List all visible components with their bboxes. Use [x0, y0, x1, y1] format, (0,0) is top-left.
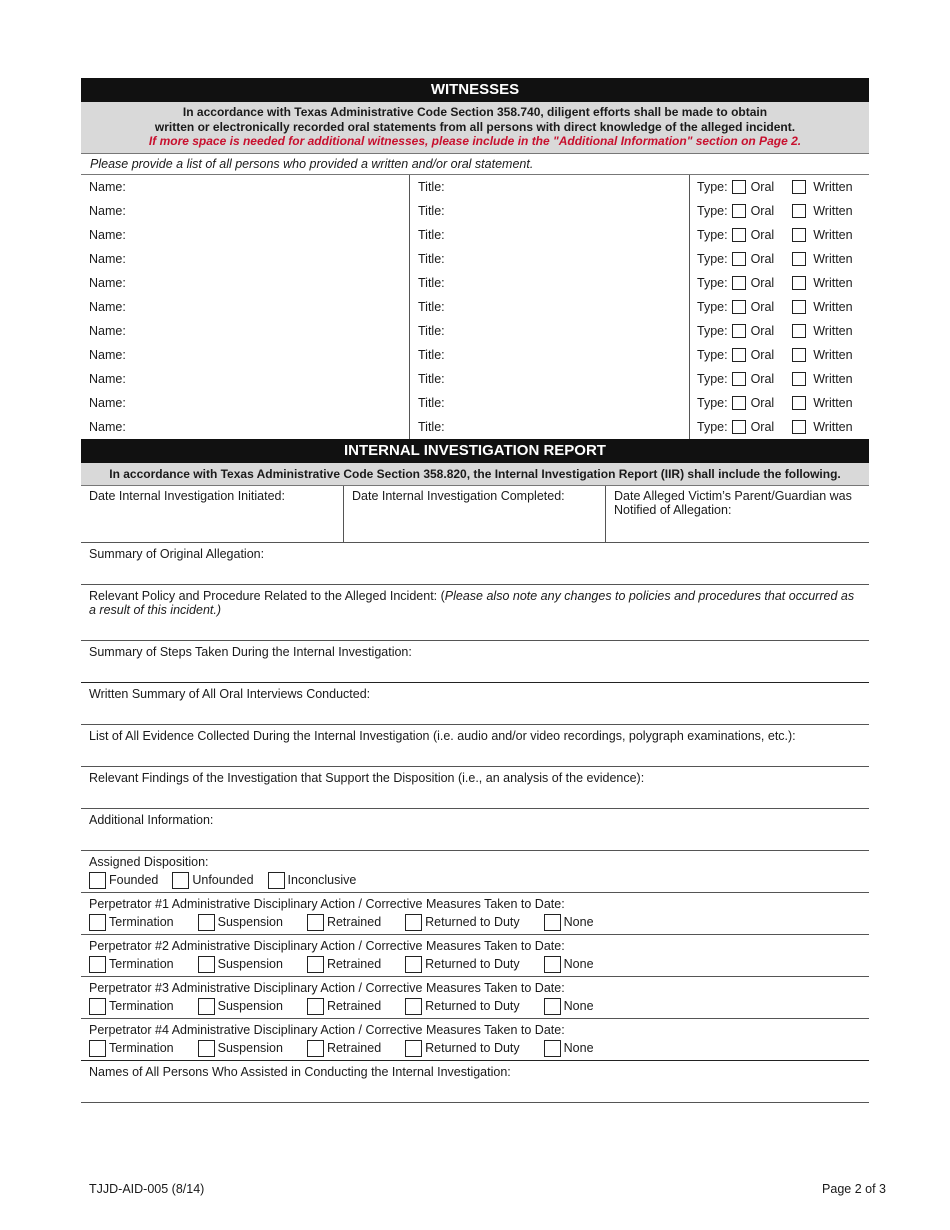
witness-row: [81, 175, 869, 199]
written-checkbox[interactable]: [792, 276, 806, 290]
action-option[interactable]: [307, 1040, 381, 1057]
witness-name-field[interactable]: Name:: [81, 367, 410, 391]
written-label: Written: [813, 323, 853, 338]
disposition-options: [89, 872, 861, 889]
action-option[interactable]: [405, 956, 520, 973]
witness-name-field[interactable]: Name:: [81, 391, 410, 415]
type-label: Type:: [697, 275, 728, 290]
policy-note: Please also note any changes to policies and procedures that occurred as a result of this incident.): [89, 588, 855, 617]
witness-name-field[interactable]: Name:: [81, 199, 410, 223]
witness-row: [81, 271, 869, 295]
oral-label: Oral: [750, 179, 775, 194]
action-options: [89, 998, 861, 1015]
action-option-label: None: [563, 1041, 594, 1055]
action-options: [89, 1040, 861, 1057]
written-label: Written: [813, 347, 853, 362]
disposition-label: Assigned Disposition:: [89, 854, 209, 869]
date-notified-field[interactable]: Date Alleged Victim’s Parent/Guardian was Notified of Allegation:: [614, 488, 852, 517]
perpetrator-label: Perpetrator #3 Administrative Disciplinary Action / Corrective Measures Taken to Date:: [89, 980, 565, 995]
written-label: Written: [813, 203, 853, 218]
action-option[interactable]: [544, 956, 594, 973]
action-checkbox[interactable]: [307, 998, 324, 1015]
action-option[interactable]: [544, 1040, 594, 1057]
witness-name-field[interactable]: Name:: [81, 271, 410, 295]
disposition-option[interactable]: [89, 872, 158, 889]
action-option-label: None: [563, 999, 594, 1013]
perpetrator-label: Perpetrator #4 Administrative Disciplinary Action / Corrective Measures Taken to Date:: [89, 1022, 565, 1037]
findings-field[interactable]: Relevant Findings of the Investigation that Support the Disposition (i.e., an analysis of the evidence):: [81, 767, 869, 809]
perpetrator-section: [81, 977, 869, 1019]
written-checkbox[interactable]: [792, 396, 806, 410]
action-option[interactable]: [89, 914, 174, 931]
action-checkbox[interactable]: [544, 1040, 561, 1057]
witness-title-field[interactable]: Title:: [410, 271, 690, 295]
witness-name-field[interactable]: Name:: [81, 343, 410, 367]
written-label: Written: [813, 299, 853, 314]
iir-header: INTERNAL INVESTIGATION REPORT: [81, 439, 869, 463]
action-option-label: Returned to Duty: [425, 957, 520, 971]
oral-checkbox[interactable]: [732, 228, 746, 242]
oral-checkbox[interactable]: [732, 252, 746, 266]
action-option[interactable]: [307, 914, 381, 931]
oral-label: Oral: [750, 251, 775, 266]
type-label: Type:: [697, 419, 728, 434]
oral-label: Oral: [750, 323, 775, 338]
witness-row: [81, 343, 869, 367]
witness-name-field[interactable]: Name:: [81, 175, 410, 199]
disposition-option[interactable]: [172, 872, 253, 889]
witness-row: [81, 295, 869, 319]
action-option-label: Returned to Duty: [425, 999, 520, 1013]
disposition-checkbox[interactable]: [172, 872, 189, 889]
action-option[interactable]: [405, 914, 520, 931]
action-checkbox[interactable]: [198, 1040, 215, 1057]
action-option[interactable]: [544, 998, 594, 1015]
action-option-label: Retrained: [326, 1041, 382, 1055]
perpetrator-label: Perpetrator #1 Administrative Disciplinary Action / Corrective Measures Taken to Date:: [89, 896, 565, 911]
action-checkbox[interactable]: [89, 914, 106, 931]
written-checkbox[interactable]: [792, 372, 806, 386]
action-checkbox[interactable]: [89, 998, 106, 1015]
witness-row: [81, 391, 869, 415]
assisted-field[interactable]: Names of All Persons Who Assisted in Conducting the Internal Investigation:: [81, 1061, 869, 1103]
action-checkbox[interactable]: [307, 956, 324, 973]
witnesses-note: [81, 102, 869, 154]
written-checkbox[interactable]: [792, 204, 806, 218]
date-initiated-field[interactable]: Date Internal Investigation Initiated:: [81, 486, 344, 542]
witness-type: [690, 223, 869, 247]
witness-row: [81, 415, 869, 439]
oral-label: Oral: [750, 419, 775, 434]
action-option-label: Returned to Duty: [425, 1041, 520, 1055]
written-checkbox[interactable]: [792, 348, 806, 362]
oral-label: Oral: [750, 275, 775, 290]
action-option-label: Retrained: [326, 915, 382, 929]
witness-type: [690, 391, 869, 415]
disposition-option-label: Founded: [109, 873, 159, 887]
form-id: TJJD-AID-005 (8/14): [89, 1182, 205, 1196]
action-option-label: Suspension: [217, 1041, 283, 1055]
witness-title-field[interactable]: Title:: [410, 247, 690, 271]
iir-dates: [81, 486, 869, 543]
perpetrator-section: [81, 1019, 869, 1061]
action-option-label: Suspension: [217, 999, 283, 1013]
witness-title-field[interactable]: Title:: [410, 175, 690, 199]
action-checkbox[interactable]: [405, 1040, 422, 1057]
witness-title-field[interactable]: Title:: [410, 391, 690, 415]
action-checkbox[interactable]: [198, 956, 215, 973]
type-label: Type:: [697, 299, 728, 314]
action-option[interactable]: [89, 998, 174, 1015]
action-checkbox[interactable]: [405, 914, 422, 931]
witness-title-field[interactable]: Title:: [410, 223, 690, 247]
action-options: [89, 956, 861, 973]
action-option-label: Suspension: [217, 957, 283, 971]
disposition-option-label: Inconclusive: [287, 873, 357, 887]
type-label: Type:: [697, 395, 728, 410]
oral-checkbox[interactable]: [732, 276, 746, 290]
witness-type: [690, 175, 869, 199]
oral-label: Oral: [750, 203, 775, 218]
written-checkbox[interactable]: [792, 420, 806, 434]
perpetrator-section: [81, 935, 869, 977]
summary-allegation-field[interactable]: Summary of Original Allegation:: [81, 543, 869, 585]
disposition-section: [81, 851, 869, 893]
type-label: Type:: [697, 251, 728, 266]
action-checkbox[interactable]: [544, 914, 561, 931]
witness-type: [690, 415, 869, 439]
action-option-label: None: [563, 915, 594, 929]
action-option[interactable]: [544, 914, 594, 931]
witness-row: [81, 367, 869, 391]
witness-type: [690, 271, 869, 295]
oral-label: Oral: [750, 371, 775, 386]
witness-name-field[interactable]: Name:: [81, 247, 410, 271]
oral-checkbox[interactable]: [732, 204, 746, 218]
witness-row: [81, 223, 869, 247]
type-label: Type:: [697, 203, 728, 218]
action-option-label: Retrained: [326, 999, 382, 1013]
action-checkbox[interactable]: [198, 914, 215, 931]
action-checkbox[interactable]: [307, 1040, 324, 1057]
policy-field[interactable]: [81, 585, 869, 641]
disposition-option-label: Unfounded: [192, 873, 254, 887]
witness-rows: [81, 175, 869, 439]
policy-label: Relevant Policy and Procedure Related to the Alleged Incident: (: [89, 588, 445, 603]
witness-name-field[interactable]: Name:: [81, 295, 410, 319]
action-checkbox[interactable]: [544, 956, 561, 973]
witnesses-note-line1: In accordance with Texas Administrative Code Section 358.740, diligent efforts shall be made to obtain: [182, 105, 768, 119]
action-option-label: Returned to Duty: [425, 915, 520, 929]
witness-title-field[interactable]: Title:: [410, 343, 690, 367]
type-label: Type:: [697, 179, 728, 194]
written-checkbox[interactable]: [792, 180, 806, 194]
oral-checkbox[interactable]: [732, 348, 746, 362]
evidence-field[interactable]: List of All Evidence Collected During the Internal Investigation (i.e. audio and/or video recordings, polygraph examinations, etc.):: [81, 725, 869, 767]
disposition-checkbox[interactable]: [89, 872, 106, 889]
action-option-label: Termination: [109, 999, 174, 1013]
action-checkbox[interactable]: [544, 998, 561, 1015]
page-number: Page 2 of 3: [822, 1182, 886, 1196]
written-checkbox[interactable]: [792, 228, 806, 242]
witness-type: [690, 367, 869, 391]
action-option-label: Termination: [109, 915, 174, 929]
action-option[interactable]: [198, 998, 283, 1015]
witness-name-field[interactable]: Name:: [81, 223, 410, 247]
perpetrator-sections: [81, 893, 869, 1061]
oral-checkbox[interactable]: [732, 324, 746, 338]
written-checkbox[interactable]: [792, 252, 806, 266]
action-option[interactable]: [89, 1040, 174, 1057]
oral-label: Oral: [750, 347, 775, 362]
action-option[interactable]: [307, 956, 381, 973]
witness-title-field[interactable]: Title:: [410, 367, 690, 391]
disposition-checkbox[interactable]: [268, 872, 285, 889]
written-label: Written: [813, 179, 853, 194]
oral-checkbox[interactable]: [732, 180, 746, 194]
steps-field[interactable]: Summary of Steps Taken During the Internal Investigation:: [81, 641, 869, 683]
perpetrator-section: [81, 893, 869, 935]
oral-label: Oral: [750, 299, 775, 314]
disposition-option[interactable]: [268, 872, 357, 889]
witnesses-note-line2: written or electronically recorded oral statements from all persons with direct knowledge of the alleged incident.: [154, 119, 796, 134]
action-checkbox[interactable]: [307, 914, 324, 931]
witness-title-field[interactable]: Title:: [410, 295, 690, 319]
witness-row: [81, 199, 869, 223]
iir-note: In accordance with Texas Administrative Code Section 358.820, the Internal Investigation Report (IIR) shall include the following.: [81, 463, 869, 486]
written-label: Written: [813, 371, 853, 386]
witnesses-intro: Please provide a list of all persons who provided a written and/or oral statement.: [81, 154, 869, 175]
action-option[interactable]: [307, 998, 381, 1015]
action-option[interactable]: [405, 1040, 520, 1057]
form: [81, 78, 869, 1103]
oral-checkbox[interactable]: [732, 396, 746, 410]
oral-checkbox[interactable]: [732, 420, 746, 434]
witness-title-field[interactable]: Title:: [410, 319, 690, 343]
witness-title-field[interactable]: Title:: [410, 415, 690, 439]
witness-row: [81, 319, 869, 343]
written-label: Written: [813, 419, 853, 434]
type-label: Type:: [697, 347, 728, 362]
date-completed-field[interactable]: Date Internal Investigation Completed:: [344, 486, 606, 542]
witness-title-field[interactable]: Title:: [410, 199, 690, 223]
additional-info-field[interactable]: Additional Information:: [81, 809, 869, 851]
type-label: Type:: [697, 323, 728, 338]
oral-interviews-field[interactable]: Written Summary of All Oral Interviews Conducted:: [81, 683, 869, 725]
written-label: Written: [813, 251, 853, 266]
witnesses-note-red: If more space is needed for additional witnesses, please include in the "Additional Information" section on Page 2.: [148, 134, 802, 148]
action-option-label: None: [563, 957, 594, 971]
action-checkbox[interactable]: [89, 1040, 106, 1057]
written-label: Written: [813, 275, 853, 290]
action-checkbox[interactable]: [198, 998, 215, 1015]
action-option-label: Termination: [109, 1041, 174, 1055]
action-option-label: Retrained: [326, 957, 382, 971]
written-checkbox[interactable]: [792, 324, 806, 338]
written-checkbox[interactable]: [792, 300, 806, 314]
written-label: Written: [813, 395, 853, 410]
witness-type: [690, 319, 869, 343]
action-checkbox[interactable]: [89, 956, 106, 973]
oral-checkbox[interactable]: [732, 372, 746, 386]
type-label: Type:: [697, 371, 728, 386]
witness-type: [690, 295, 869, 319]
action-checkbox[interactable]: [405, 998, 422, 1015]
type-label: Type:: [697, 227, 728, 242]
witness-row: [81, 247, 869, 271]
action-option[interactable]: [89, 956, 174, 973]
action-option[interactable]: [198, 914, 283, 931]
action-option[interactable]: [198, 1040, 283, 1057]
action-option[interactable]: [405, 998, 520, 1015]
witness-type: [690, 247, 869, 271]
action-option-label: Suspension: [217, 915, 283, 929]
written-label: Written: [813, 227, 853, 242]
oral-label: Oral: [750, 227, 775, 242]
witness-type: [690, 343, 869, 367]
witnesses-header: WITNESSES: [81, 78, 869, 102]
action-checkbox[interactable]: [405, 956, 422, 973]
oral-checkbox[interactable]: [732, 300, 746, 314]
action-option-label: Termination: [109, 957, 174, 971]
witness-name-field[interactable]: Name:: [81, 319, 410, 343]
witness-name-field[interactable]: Name:: [81, 415, 410, 439]
witness-type: [690, 199, 869, 223]
action-options: [89, 914, 861, 931]
action-option[interactable]: [198, 956, 283, 973]
oral-label: Oral: [750, 395, 775, 410]
perpetrator-label: Perpetrator #2 Administrative Disciplinary Action / Corrective Measures Taken to Date:: [89, 938, 565, 953]
